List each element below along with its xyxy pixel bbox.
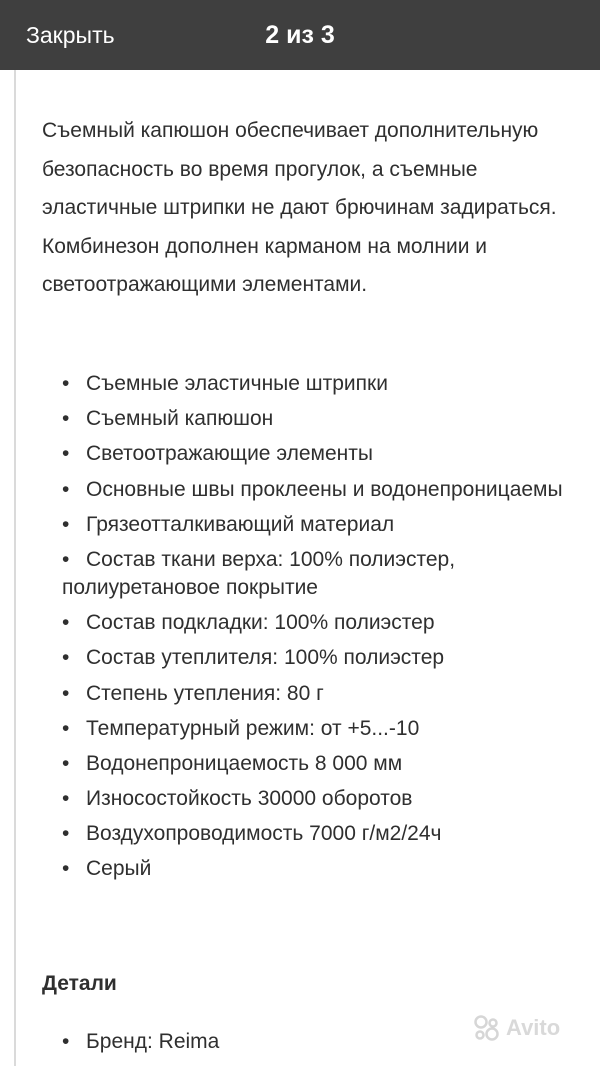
image-counter-text: 2 из 3: [265, 21, 335, 49]
list-item-text: Состав подкладки: 100% полиэстер: [86, 611, 435, 635]
list-item-text: Бренд: Reima: [86, 1030, 220, 1053]
list-item-text: Светоотражающие элементы: [86, 442, 373, 466]
list-item: [62, 750, 582, 778]
left-divider: [14, 70, 16, 1066]
avito-watermark: [472, 1014, 560, 1042]
bullet-icon: •: [62, 787, 70, 811]
watermark-text: Avito: [506, 1015, 561, 1040]
list-item-text: Серый: [86, 857, 152, 881]
list-item: [62, 785, 582, 813]
details-heading: Детали: [42, 972, 117, 995]
bullet-icon: •: [62, 512, 70, 536]
list-item: [62, 609, 582, 637]
bullet-icon: •: [62, 442, 70, 466]
list-item: [62, 440, 582, 468]
close-button[interactable]: Закрыть: [26, 22, 115, 48]
list-item: [62, 370, 582, 398]
bullet-icon: •: [62, 822, 70, 846]
list-item: [62, 680, 582, 708]
bullet-icon: •: [62, 547, 70, 571]
top-bar: [0, 0, 600, 70]
list-item-text: Температурный режим: от +5...-10: [86, 716, 420, 740]
list-item: [62, 855, 582, 883]
bullet-icon: •: [62, 681, 70, 705]
list-item: [62, 820, 582, 848]
bullet-icon: •: [62, 716, 70, 740]
bullet-icon: •: [62, 751, 70, 775]
list-item: [62, 511, 582, 539]
bullet-icon: •: [62, 646, 70, 670]
list-item-text: Степень утепления: 80 г: [86, 681, 324, 705]
list-item-text: Состав утеплителя: 100% полиэстер: [86, 646, 445, 670]
avito-logo-icon: [472, 1014, 502, 1042]
list-item: [62, 644, 582, 672]
list-item: [62, 405, 582, 433]
list-item: [62, 476, 582, 504]
bullet-icon: •: [62, 407, 70, 431]
list-item: [62, 546, 582, 602]
bullet-icon: •: [62, 857, 70, 881]
list-item: [62, 715, 582, 743]
list-item-text: Съемные эластичные штрипки: [86, 372, 388, 395]
bullet-icon: •: [62, 477, 70, 501]
image-counter: [0, 20, 600, 50]
list-item-text: Съемный капюшон: [86, 407, 274, 431]
list-item-text: Износостойкость 30000 оборотов: [86, 787, 413, 811]
bullet-icon: •: [62, 611, 70, 635]
list-item-text: Грязеотталкивающий материал: [86, 512, 395, 536]
bullet-icon: •: [62, 1030, 70, 1053]
list-item-text: Основные швы проклеены и водонепроницаемы: [86, 477, 563, 501]
bullet-icon: •: [62, 372, 70, 395]
features-list: [62, 370, 582, 891]
list-item-text: Воздухопроводимость 7000 г/м2/24ч: [86, 822, 442, 846]
list-item-text: Водонепроницаемость 8 000 мм: [86, 751, 403, 775]
list-item-text: Состав ткани верха: 100% полиэстер, полиуретановое покрытие: [62, 547, 456, 599]
description-paragraph: Съемный капюшон обеспечивает дополнительную безопасность во время прогулок, а съемные эластичные штрипки не дают брючинам задираться. Комбинезон дополнен карманом на молнии и светоотражающими элементами.: [42, 119, 557, 297]
